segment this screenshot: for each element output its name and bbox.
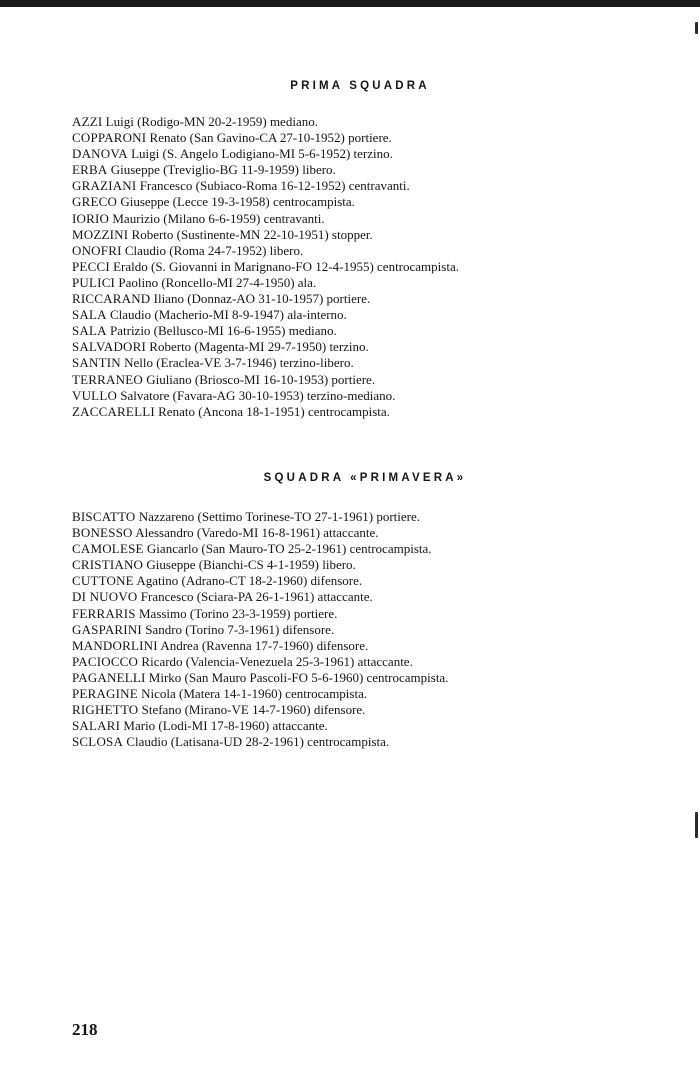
player-entry [72,355,672,371]
player-surname: TERRANEO [72,371,143,387]
player-surname: RIGHETTO [72,702,139,718]
player-entry [72,718,672,734]
player-details: Andrea (Ravenna 17-7-1960) difensore. [160,637,369,653]
youth-team-roster [72,509,672,750]
player-entry [72,339,672,355]
player-details: Maurizio (Milano 6-6-1959) centravanti. [112,210,325,226]
player-entry [72,275,672,291]
player-entry [72,162,672,178]
player-details: Giuseppe (Bianchi-CS 4-1-1959) libero. [146,557,356,573]
player-entry [72,557,672,573]
player-entry [72,702,672,718]
player-entry [72,194,672,210]
player-surname: ONOFRI [72,242,122,258]
player-surname: PAGANELLI [72,669,146,685]
page-top-edge [0,0,700,7]
player-details: Renato (Ancona 18-1-1951) centrocampista. [158,403,390,419]
player-surname: DI NUOVO [72,589,138,605]
player-surname: SCLOSA [72,734,124,750]
player-entry [72,227,672,243]
page-edge-mark [695,22,698,34]
player-entry [72,388,672,404]
player-entry [72,573,672,589]
player-entry [72,670,672,686]
player-surname: ERBA [72,162,108,178]
player-details: Massimo (Torino 23-3-1959) portiere. [138,605,338,621]
player-details: Paolino (Roncello-MI 27-4-1950) ala. [118,274,317,290]
player-details: Nazzareno (Settimo Torinese-TO 27-1-1961) portiere. [138,509,420,524]
player-surname: SALA [72,323,107,339]
player-surname: PECCI [72,258,110,274]
player-surname: DANOVA [72,146,128,162]
player-details: Giuseppe (Lecce 19-3-1958) centrocampista. [120,194,355,210]
player-surname: CAMOLESE [72,541,144,557]
player-entry [72,606,672,622]
player-details: Eraldo (S. Giovanni in Marignano-FO 12-4-1955) centrocampista. [113,258,459,274]
player-entry [72,211,672,227]
player-entry [72,259,672,275]
player-surname: COPPARONI [72,130,147,146]
player-surname: MOZZINI [72,226,129,242]
player-details: Renato (San Gavino-CA 27-10-1952) portiere. [149,130,392,146]
page-number: 218 [72,1020,98,1039]
player-entry [72,622,672,638]
player-surname: SALVADORI [72,339,147,355]
player-details: Ricardo (Valencia-Venezuela 25-3-1961) attaccante. [141,653,413,669]
player-details: Sandro (Torino 7-3-1961) difensore. [145,621,335,637]
player-details: Stefano (Mirano-VE 14-7-1960) difensore. [141,702,366,718]
player-details: Francesco (Subiaco-Roma 16-12-1952) centravanti. [139,178,410,194]
player-details: Claudio (Macherio-MI 8-9-1947) ala-interno. [110,307,347,323]
player-surname: MANDORLINI [72,637,158,653]
player-surname: ZACCARELLI [72,403,155,419]
player-details: Giancarlo (San Mauro-TO 25-2-1961) centrocampista. [146,541,432,557]
player-surname: IORIO [72,210,110,226]
player-surname: FERRARIS [72,605,136,621]
player-details: Claudio (Roma 24-7-1952) libero. [124,242,304,258]
player-details: Nello (Eraclea-VE 3-7-1946) terzino-libero. [124,355,354,371]
player-surname: SANTIN [72,355,121,371]
player-surname: PULICI [72,274,116,290]
player-details: Iliano (Donnaz-AO 31-10-1957) portiere. [153,291,371,307]
player-entry [72,654,672,670]
player-details: Francesco (Sciara-PA 26-1-1961) attaccante. [140,589,373,605]
player-surname: BISCATTO [72,509,136,524]
player-surname: BONESSO [72,525,133,541]
player-surname: GRAZIANI [72,178,137,194]
player-surname: GRECO [72,194,118,210]
player-surname: CUTTONE [72,573,134,589]
player-entry [72,146,672,162]
player-entry [72,638,672,654]
player-surname: SALARI [72,718,121,734]
player-entry [72,291,672,307]
player-surname: GASPARINI [72,621,142,637]
player-surname: CRISTIANO [72,557,144,573]
player-surname: PERAGINE [72,686,138,702]
player-entry [72,178,672,194]
player-details: Mario (Lodi-MI 17-8-1960) attaccante. [123,718,328,734]
player-entry [72,589,672,605]
player-details: Mirko (San Mauro Pascoli-FO 5-6-1960) centrocampista. [148,669,449,685]
player-entry [72,114,672,130]
player-details: Roberto (Magenta-MI 29-7-1950) terzino. [149,339,369,355]
player-entry [72,686,672,702]
player-surname: AZZI [72,114,103,129]
player-details: Salvatore (Favara-AG 30-10-1953) terzino-mediano. [120,387,396,403]
player-details: Agatino (Adrano-CT 18-2-1960) difensore. [136,573,363,589]
player-entry [72,404,672,420]
player-details: Patrizio (Bellusco-MI 16-6-1955) mediano. [110,323,337,339]
page-edge-mark [695,812,698,838]
player-details: Giuliano (Briosco-MI 16-10-1953) portiere. [146,371,376,387]
player-entry [72,509,672,525]
player-surname: SALA [72,307,107,323]
player-details: Claudio (Latisana-UD 28-2-1961) centrocampista. [126,734,390,750]
first-team-roster [72,114,672,420]
player-details: Nicola (Matera 14-1-1960) centrocampista. [141,686,368,702]
player-entry [72,541,672,557]
player-entry [72,130,672,146]
player-surname: PACIOCCO [72,653,139,669]
player-entry [72,734,672,750]
player-surname: VULLO [72,387,118,403]
player-details: Alessandro (Varedo-MI 16-8-1961) attaccante. [135,525,379,541]
player-entry [72,307,672,323]
player-details: Giuseppe (Treviglio-BG 11-9-1959) libero. [110,162,336,178]
player-entry [72,323,672,339]
player-entry [72,525,672,541]
player-details: Luigi (Rodigo-MN 20-2-1959) mediano. [105,114,318,129]
first-team-heading: PRIMA SQUADRA [290,80,430,92]
player-entry [72,243,672,259]
player-entry [72,372,672,388]
player-details: Roberto (Sustinente-MN 22-10-1951) stopper. [131,226,373,242]
player-details: Luigi (S. Angelo Lodigiano-MI 5-6-1952) terzino. [131,146,393,162]
player-surname: RICCARAND [72,291,151,307]
youth-team-heading: SQUADRA «PRIMAVERA» [263,472,467,484]
